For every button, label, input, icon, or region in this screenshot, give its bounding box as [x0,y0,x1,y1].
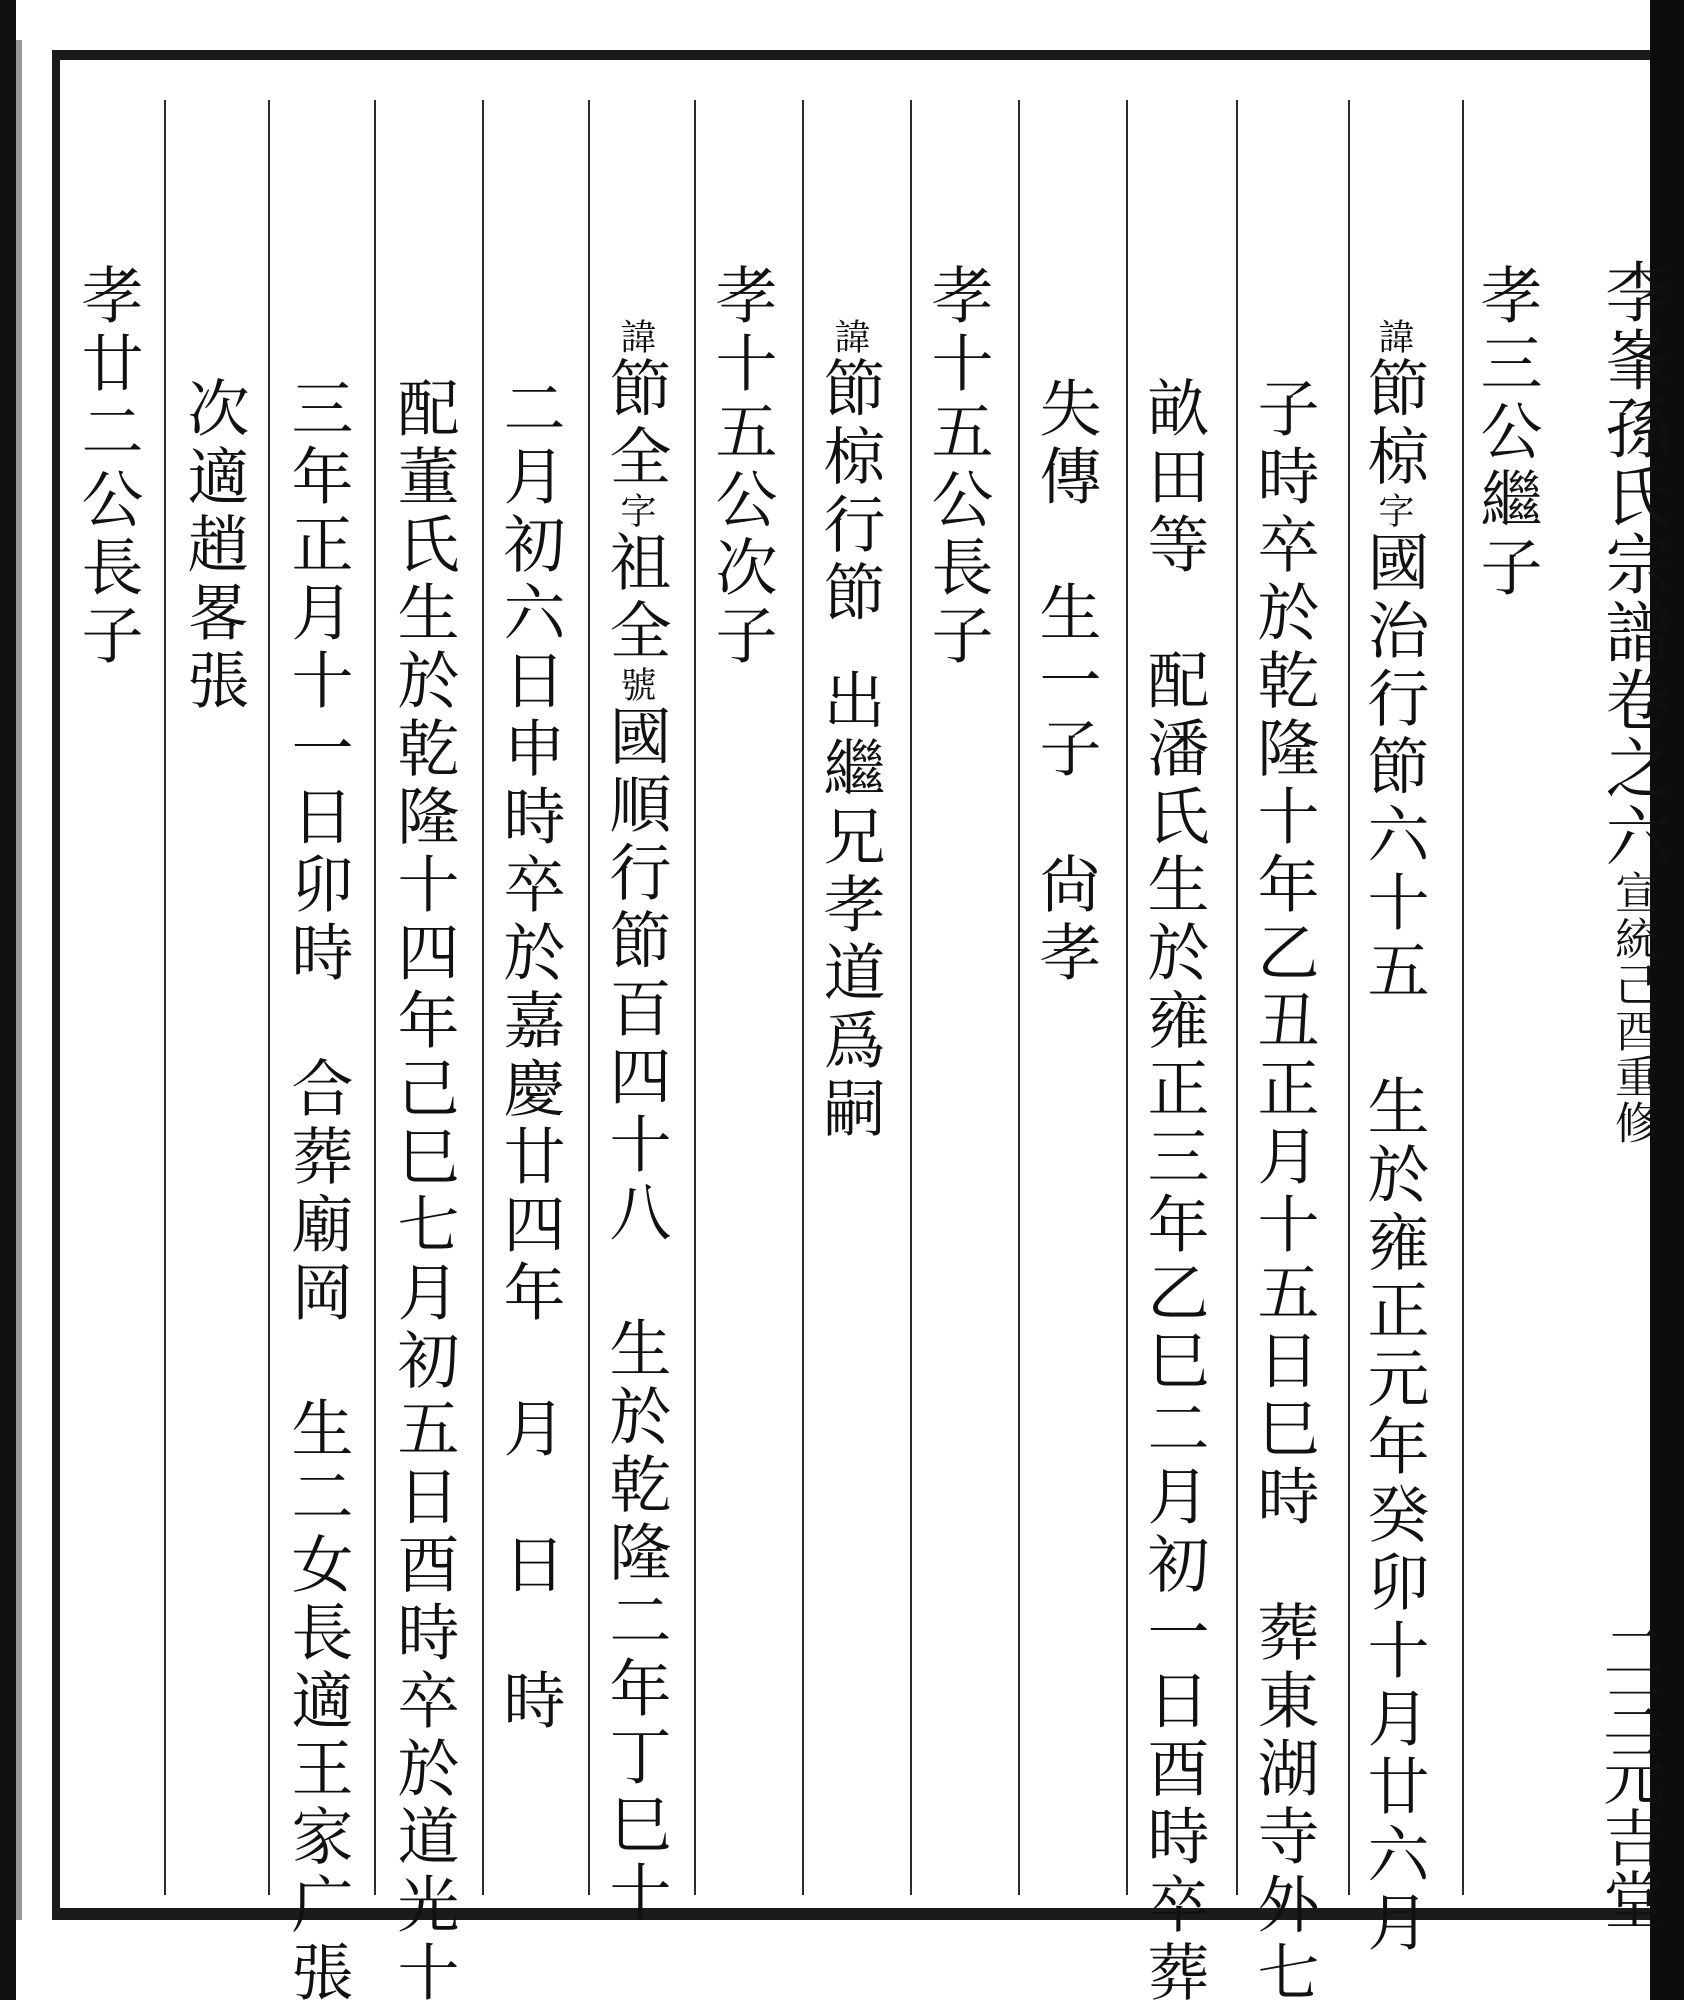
scan-edge-left [0,0,16,2000]
text-column-3: 子時卒於乾隆十年乙丑正月十五日巳時 葬東湖寺外七 [1247,376,1320,2008]
text-column-13: 次適趙畧張 [177,376,250,716]
text-column-11: 配董氏生於乾隆十四年己巳七月初五日酉時卒於道光十 [387,376,460,2008]
text-column-5: 失傳 生一子 尙孝 [1029,376,1102,988]
volume-label: 卷之六 [1594,666,1671,870]
text-column-8: 孝十五公次子 [705,263,778,671]
text-column-14: 孝廿二公長子 [71,263,144,671]
text-column-12: 三年正月十一日卯時 合葬廟岡 生二女長適王家广張 [281,376,354,2008]
text-column-2: 諱節椋字國治行節六十五 生於雍正元年癸卯十月廿六月 [1357,318,1430,1958]
book-title: 李峯孫氏宗譜 [1594,258,1671,666]
text-column-1: 孝三公繼子 [1470,263,1543,603]
text-column-9: 諱節全字祖全號國順行節百四十八 生於乾隆二年丁巳十 [599,318,672,1928]
book-header [1585,100,1684,1146]
folio-hall-name: 二三元吉堂 [1593,1620,1666,1930]
edition-note: 宣統己酉重修 [1607,870,1658,1146]
text-column-6: 孝十五公長子 [921,263,994,671]
text-column-4: 畝田等 配潘氏生於雍正三年乙巳二月初一日酉時卒葬 [1137,376,1210,2008]
text-column-10: 二月初六日申時卒於嘉慶廿四年 月 日 時 [493,376,566,1736]
text-column-7: 諱節椋行節出繼兄孝道爲嗣 [813,318,886,1144]
scan-edge-left-inner [16,40,22,1920]
